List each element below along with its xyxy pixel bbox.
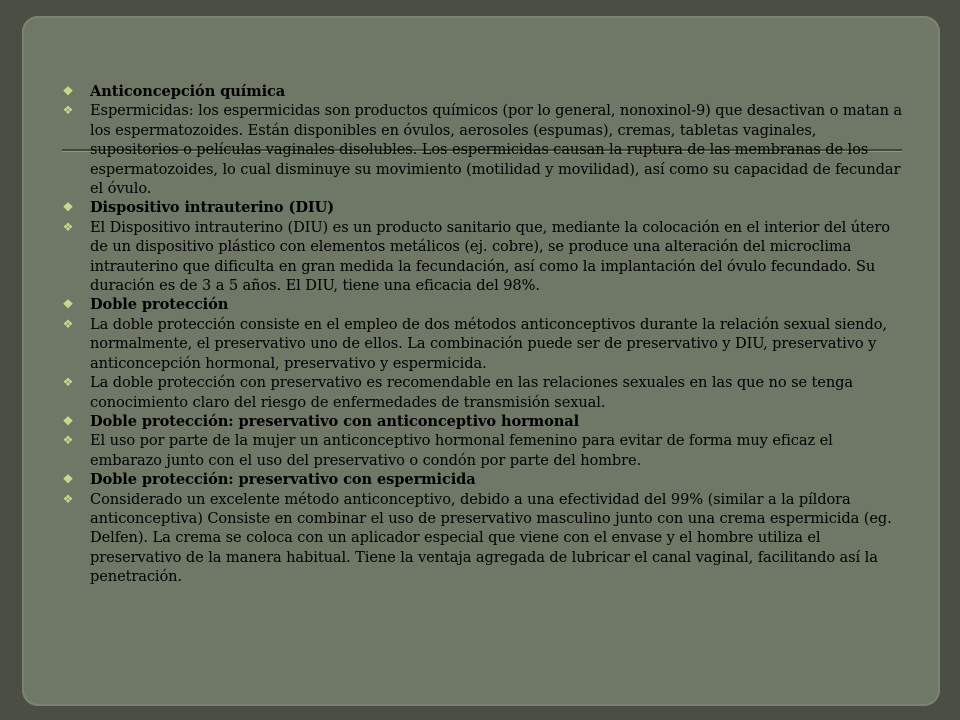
list-item <box>58 82 908 101</box>
iud-paragraph: El Dispositivo intrauterino (DIU) es un producto sanitario que, mediante la colocación en el interior del útero de un dispositivo plástico con elementos metálicos (ej. cobre), se produce una alteración del microclima intrauterino que dificulta en gran medida la fecundación, así como la implantación del óvulo fecundado. Su duración es de 3 a 5 años. El DIU, tiene una eficacia del 98%. <box>90 218 890 295</box>
diamond-bullet-icon: ❖ <box>62 472 74 487</box>
diamond-bullet-icon: ❖ <box>62 413 74 428</box>
diamond-bullet-icon: ❖ <box>62 316 74 331</box>
diamond-bullet-icon: ❖ <box>62 433 74 448</box>
diamond-bullet-icon: ❖ <box>62 84 74 98</box>
heading-condom-hormonal: Doble protección: preservativo con anticonceptivo hormonal <box>90 412 580 430</box>
heading-chemical-contraception: Anticoncepción química <box>90 83 286 100</box>
heading-condom-spermicide: Doble protección: preservativo con espermicida <box>90 471 476 489</box>
list-item <box>58 295 908 314</box>
list-item <box>58 198 908 217</box>
spermicides-paragraph: Espermicidas: los espermicidas son productos químicos (por lo general, nonoxinol-9) que desactivan o matan a los espermatozoides. Están disponibles en óvulos, aerosoles (espumas), cremas, tabletas vaginales, supositorios o películas vaginales disolubles. Los espermicidas causan la ruptura de las membranas de los espermatozoides, lo cual disminuye su movimiento (motilidad y movilidad), así como su capacidad de fecundar el óvulo. <box>90 102 903 198</box>
heading-double-protection: Doble protección <box>90 296 229 314</box>
bullet-list <box>58 82 908 587</box>
list-item <box>58 431 908 470</box>
double-protection-paragraph: La doble protección consiste en el empleo de dos métodos anticonceptivos durante la relación sexual siendo, normalmente, el preservativo uno de ellos. La combinación puede ser de preservativo y DIU, preservativo y anticoncepción hormonal, preservativo y espermicida. <box>90 315 887 372</box>
list-item <box>58 315 908 373</box>
condom-hormonal-paragraph: El uso por parte de la mujer un anticonceptivo hormonal femenino para evitar de forma muy eficaz el embarazo junto con el uso del preservativo o condón por parte del hombre. <box>90 432 833 469</box>
diamond-bullet-icon: ❖ <box>62 491 74 506</box>
list-item <box>58 218 908 296</box>
diamond-bullet-icon: ❖ <box>62 297 74 312</box>
list-item <box>58 412 908 431</box>
diamond-bullet-icon: ❖ <box>62 200 74 215</box>
list-item <box>58 470 908 489</box>
condom-spermicide-paragraph: Considerado un excelente método anticonceptivo, debido a una efectividad del 99% (similar a la píldora anticonceptiva) Consiste en combinar el uso de preservativo masculino junto con una crema espermicida (eg. Delfen). La crema se coloca con un aplicador especial que viene con el envase y el hombre utiliza el preservativo de la manera habitual. Tiene la ventaja agregada de lubricar el canal vaginal, facilitando así la penetración. <box>90 490 892 586</box>
diamond-bullet-icon: ❖ <box>62 103 74 118</box>
list-item <box>58 101 908 198</box>
heading-iud: Dispositivo intrauterino (DIU) <box>90 199 335 217</box>
diamond-bullet-icon: ❖ <box>62 375 74 390</box>
list-item <box>58 490 908 587</box>
list-item <box>58 373 908 412</box>
diamond-bullet-icon: ❖ <box>62 219 74 234</box>
double-protection-recommendation-paragraph: La doble protección con preservativo es recomendable en las relaciones sexuales en las que no se tenga conocimiento claro del riesgo de enfermedades de transmisión sexual. <box>90 374 853 411</box>
